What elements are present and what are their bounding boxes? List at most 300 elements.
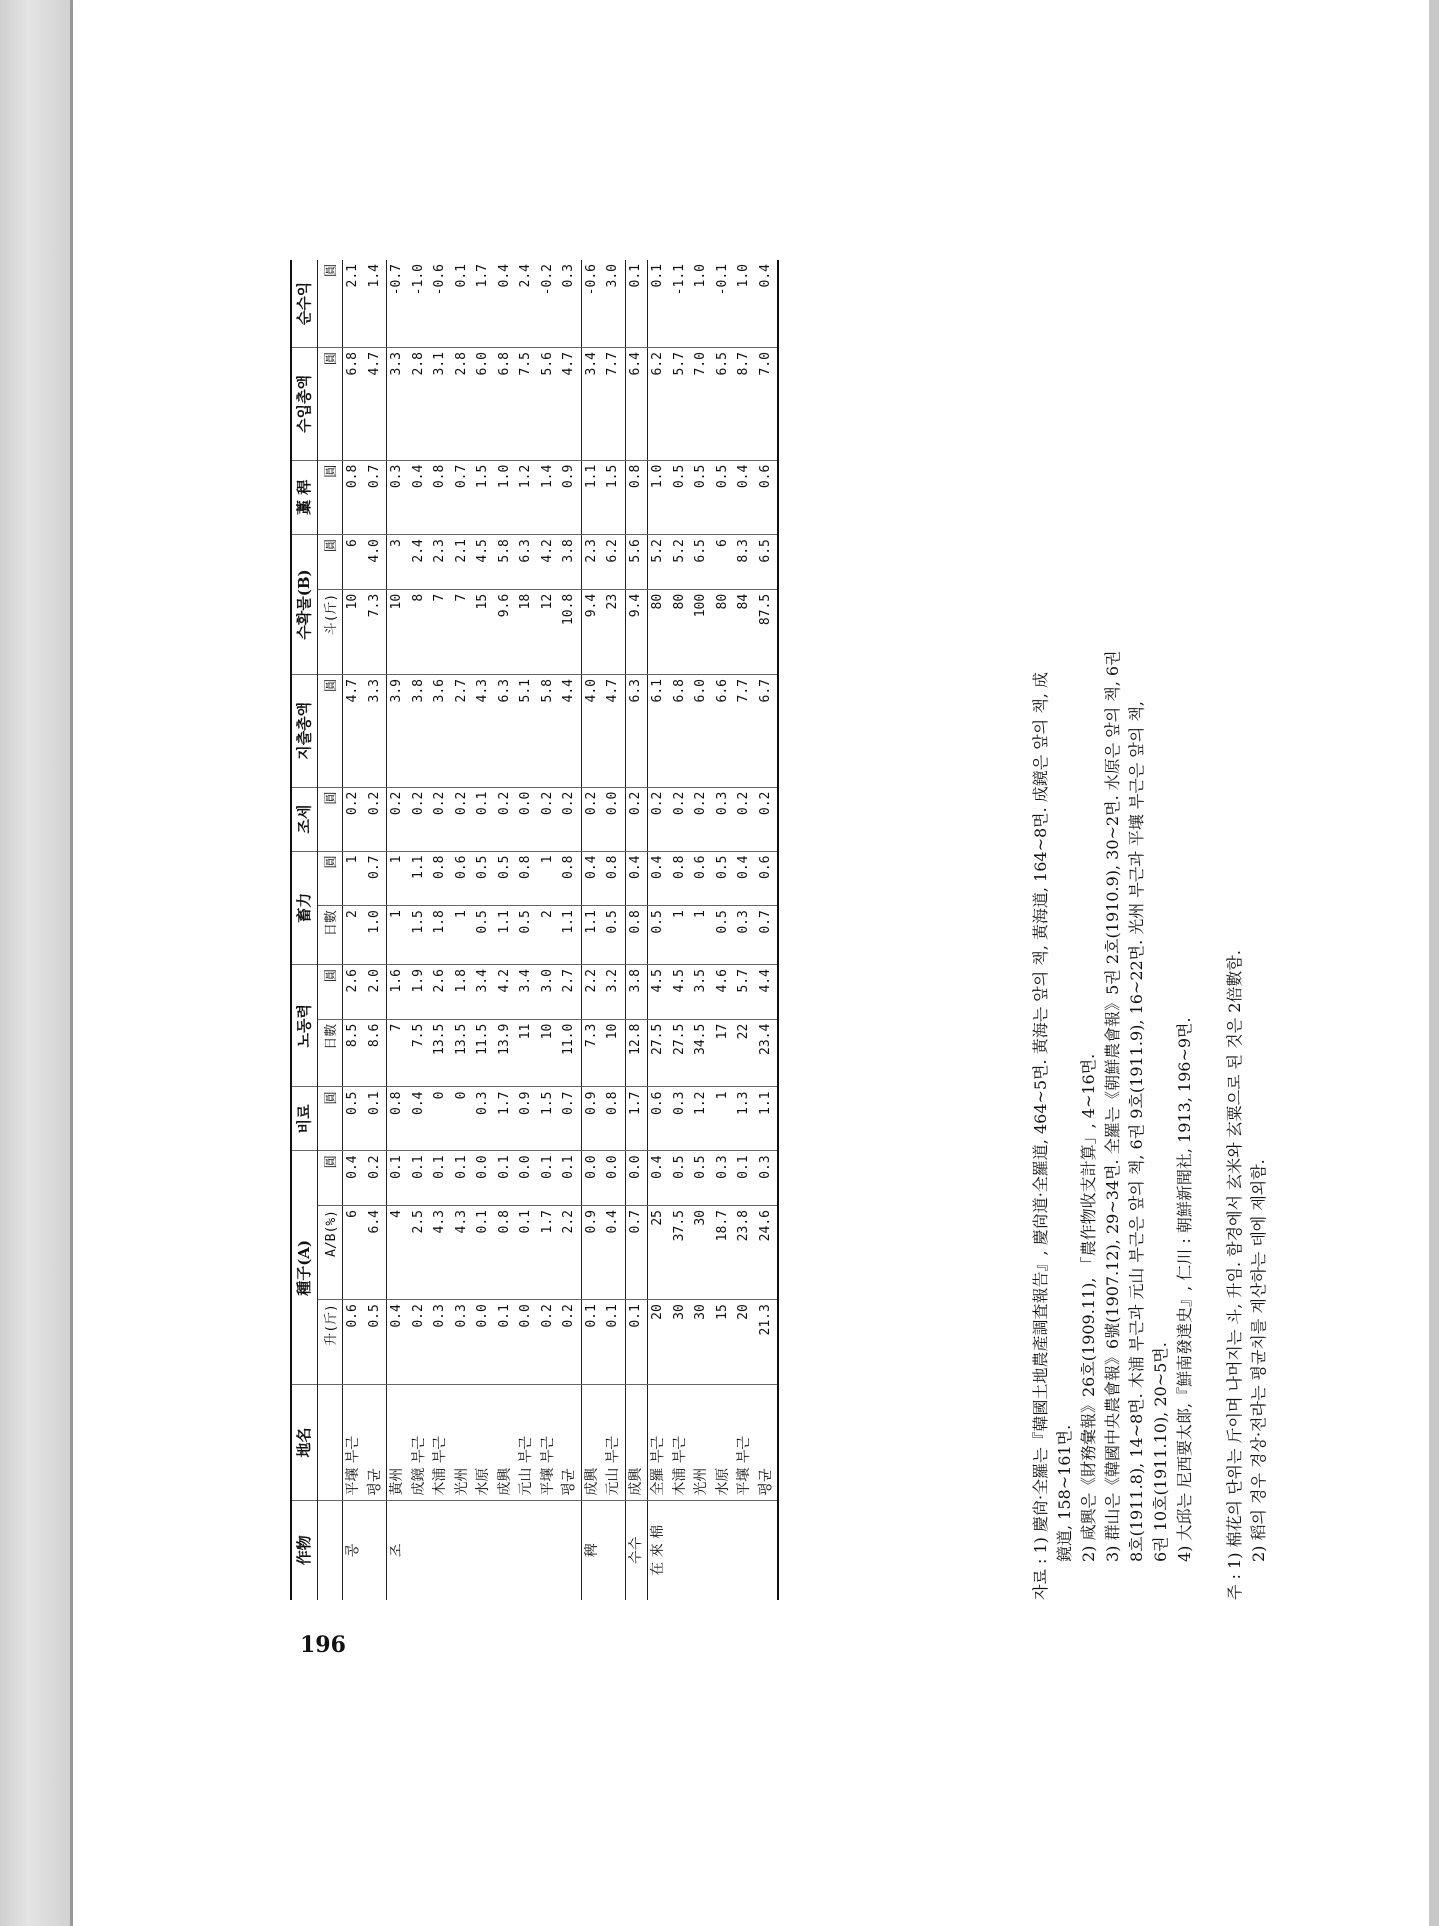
value-cell-straw: 0.5 bbox=[713, 460, 735, 534]
value-cell-net: 1.0 bbox=[734, 260, 756, 348]
value-cell-tax: 0.2 bbox=[581, 787, 603, 851]
value-cell-fert: 1.7 bbox=[495, 1087, 517, 1151]
value-cell-exp: 3.6 bbox=[430, 674, 452, 787]
crop-cell: 稗 bbox=[581, 1500, 603, 1600]
value-cell-seed-qty: 0.2 bbox=[538, 1300, 560, 1385]
value-cell-hv-q: 10 bbox=[343, 589, 365, 674]
note-line: 주 : 1) 棉花의 단위는 斤이며 나머지는 斗, 升임. 함경에서 玄米와 玄粟으로 된 것은 2倍數함. bbox=[1225, 950, 1244, 1600]
value-cell-seed-qty: 0.5 bbox=[365, 1300, 387, 1385]
value-cell-an-w: 0.6 bbox=[756, 851, 779, 906]
crop-income-table bbox=[290, 260, 779, 1600]
value-cell-inc: 6.8 bbox=[495, 348, 517, 461]
value-cell-an-d: 0.3 bbox=[734, 906, 756, 965]
unit-harvest-won: 圓 bbox=[317, 535, 342, 590]
value-cell-exp: 5.8 bbox=[538, 674, 560, 787]
unit-seed-qty: 升(斤) bbox=[317, 1300, 342, 1385]
value-cell-straw: 0.8 bbox=[430, 460, 452, 534]
value-cell-fert: 0.5 bbox=[343, 1087, 365, 1151]
place-cell: 黃州 bbox=[387, 1385, 409, 1500]
value-cell-lab-d: 8.6 bbox=[365, 1019, 387, 1087]
value-cell-inc: 5.6 bbox=[538, 348, 560, 461]
value-cell-net: -0.2 bbox=[538, 260, 560, 348]
value-cell-seed-w: 0.1 bbox=[495, 1151, 517, 1206]
value-cell-lab-d: 7.3 bbox=[581, 1019, 603, 1087]
note-line: 2) 稻의 경우 경상·전라는 평균치를 계산하는 데에 제외함. bbox=[1249, 1159, 1268, 1562]
value-cell-an-d: 1 bbox=[387, 906, 409, 965]
value-cell-hv-w: 2.3 bbox=[581, 535, 603, 590]
unit-expense: 圓 bbox=[317, 674, 342, 787]
place-cell: 平壤 부근 bbox=[538, 1385, 560, 1500]
value-cell-an-w: 0.4 bbox=[734, 851, 756, 906]
value-cell-exp: 3.8 bbox=[409, 674, 431, 787]
value-cell-ratio: 0.7 bbox=[625, 1206, 648, 1300]
value-cell-lab-d: 22 bbox=[734, 1019, 756, 1087]
crop-cell: 在 來 棉 bbox=[648, 1500, 670, 1600]
value-cell-lab-d: 27.5 bbox=[648, 1019, 670, 1087]
value-cell-tax: 0.2 bbox=[387, 787, 409, 851]
crop-cell bbox=[670, 1500, 692, 1600]
unit-harvest-qty: 斗(斤) bbox=[317, 589, 342, 674]
unit-net: 圓 bbox=[317, 260, 342, 348]
value-cell-inc: 7.0 bbox=[691, 348, 713, 461]
place-cell: 成鏡 부근 bbox=[409, 1385, 431, 1500]
header-animal-power: 畜力 bbox=[291, 851, 317, 965]
unit-fert: 圓 bbox=[317, 1087, 342, 1151]
value-cell-hv-q: 7 bbox=[430, 589, 452, 674]
value-cell-an-w: 0.4 bbox=[581, 851, 603, 906]
value-cell-an-d: 1.1 bbox=[495, 906, 517, 965]
value-cell-exp: 4.7 bbox=[603, 674, 625, 787]
value-cell-fert: 1.1 bbox=[756, 1087, 779, 1151]
crop-cell bbox=[691, 1500, 713, 1600]
value-cell-net: 2.1 bbox=[343, 260, 365, 348]
crop-cell bbox=[409, 1500, 431, 1600]
value-cell-an-w: 0.8 bbox=[670, 851, 692, 906]
value-cell-seed-w: 0.1 bbox=[430, 1151, 452, 1206]
value-cell-an-w: 0.6 bbox=[452, 851, 474, 906]
value-cell-inc: 6.5 bbox=[713, 348, 735, 461]
value-cell-tax: 0.2 bbox=[691, 787, 713, 851]
value-cell-lab-w: 3.8 bbox=[625, 965, 648, 1020]
value-cell-an-w: 1 bbox=[538, 851, 560, 906]
value-cell-lab-d: 11.5 bbox=[473, 1019, 495, 1087]
value-cell-an-w: 0.6 bbox=[691, 851, 713, 906]
value-cell-lab-w: 3.4 bbox=[516, 965, 538, 1020]
value-cell-fert: 0.9 bbox=[516, 1087, 538, 1151]
table-row bbox=[756, 260, 779, 1600]
table-row bbox=[713, 260, 735, 1600]
crop-cell bbox=[473, 1500, 495, 1600]
table-row bbox=[387, 260, 409, 1600]
place-cell: 成興 bbox=[625, 1385, 648, 1500]
value-cell-seed-w: 0.1 bbox=[538, 1151, 560, 1206]
value-cell-lab-w: 2.0 bbox=[365, 965, 387, 1020]
table-row bbox=[409, 260, 431, 1600]
value-cell-seed-w: 0.3 bbox=[756, 1151, 779, 1206]
crop-cell bbox=[452, 1500, 474, 1600]
value-cell-hv-q: 80 bbox=[648, 589, 670, 674]
value-cell-lab-w: 1.8 bbox=[452, 965, 474, 1020]
value-cell-seed-w: 0.1 bbox=[734, 1151, 756, 1206]
value-cell-an-d: 1.5 bbox=[409, 906, 431, 965]
value-cell-tax: 0.0 bbox=[516, 787, 538, 851]
value-cell-fert: 0.3 bbox=[670, 1087, 692, 1151]
table-row bbox=[670, 260, 692, 1600]
value-cell-exp: 3.9 bbox=[387, 674, 409, 787]
value-cell-fert: 1.5 bbox=[538, 1087, 560, 1151]
value-cell-net: 1.4 bbox=[365, 260, 387, 348]
table-header-row bbox=[291, 260, 317, 1600]
place-cell: 木浦 부근 bbox=[430, 1385, 452, 1500]
value-cell-hv-q: 80 bbox=[670, 589, 692, 674]
value-cell-straw: 0.4 bbox=[409, 460, 431, 534]
value-cell-seed-qty: 0.6 bbox=[343, 1300, 365, 1385]
value-cell-ratio: 37.5 bbox=[670, 1206, 692, 1300]
value-cell-hv-q: 9.4 bbox=[581, 589, 603, 674]
value-cell-lab-d: 23.4 bbox=[756, 1019, 779, 1087]
value-cell-exp: 5.1 bbox=[516, 674, 538, 787]
value-cell-an-w: 1 bbox=[343, 851, 365, 906]
unit-labor-days: 日數 bbox=[317, 1019, 342, 1087]
value-cell-hv-w: 3 bbox=[387, 535, 409, 590]
value-cell-tax: 0.2 bbox=[625, 787, 648, 851]
value-cell-exp: 6.7 bbox=[756, 674, 779, 787]
value-cell-inc: 7.0 bbox=[756, 348, 779, 461]
value-cell-an-w: 0.8 bbox=[559, 851, 581, 906]
value-cell-an-d: 0.5 bbox=[648, 906, 670, 965]
value-cell-an-d: 1 bbox=[691, 906, 713, 965]
value-cell-tax: 0.1 bbox=[473, 787, 495, 851]
value-cell-an-w: 0.7 bbox=[365, 851, 387, 906]
value-cell-seed-qty: 30 bbox=[691, 1300, 713, 1385]
value-cell-net: 3.0 bbox=[603, 260, 625, 348]
rotated-table-block bbox=[290, 260, 1000, 1600]
crop-cell bbox=[713, 1500, 735, 1600]
value-cell-net: 0.1 bbox=[648, 260, 670, 348]
value-cell-straw: 0.5 bbox=[691, 460, 713, 534]
header-seed: 種子(A) bbox=[291, 1151, 317, 1385]
value-cell-seed-w: 0.5 bbox=[691, 1151, 713, 1206]
value-cell-hv-w: 5.2 bbox=[648, 535, 670, 590]
value-cell-hv-w: 4.2 bbox=[538, 535, 560, 590]
value-cell-inc: 3.3 bbox=[387, 348, 409, 461]
value-cell-lab-w: 3.0 bbox=[538, 965, 560, 1020]
value-cell-lab-d: 11.0 bbox=[559, 1019, 581, 1087]
source-line: 4) 大邱는 尼西要太郞,『鮮南發達史』, 仁川 : 朝鮮新聞社, 1913, 196~9면. bbox=[1175, 1017, 1194, 1562]
value-cell-straw: 1.0 bbox=[495, 460, 517, 534]
value-cell-fert: 1.2 bbox=[691, 1087, 713, 1151]
value-cell-net: -1.0 bbox=[409, 260, 431, 348]
crop-cell bbox=[538, 1500, 560, 1600]
value-cell-hv-q: 84 bbox=[734, 589, 756, 674]
value-cell-lab-w: 3.5 bbox=[691, 965, 713, 1020]
value-cell-lab-w: 2.6 bbox=[343, 965, 365, 1020]
unit-row bbox=[317, 260, 342, 1600]
value-cell-hv-w: 6.5 bbox=[691, 535, 713, 590]
value-cell-lab-w: 4.4 bbox=[756, 965, 779, 1020]
value-cell-straw: 1.4 bbox=[538, 460, 560, 534]
value-cell-tax: 0.2 bbox=[495, 787, 517, 851]
crop-cell bbox=[430, 1500, 452, 1600]
value-cell-seed-qty: 0.2 bbox=[409, 1300, 431, 1385]
value-cell-lab-d: 13.9 bbox=[495, 1019, 517, 1087]
header-expense-total: 지출총액 bbox=[291, 674, 317, 787]
crop-cell bbox=[559, 1500, 581, 1600]
value-cell-net: 2.4 bbox=[516, 260, 538, 348]
value-cell-seed-w: 0.0 bbox=[473, 1151, 495, 1206]
value-cell-seed-qty: 0.1 bbox=[625, 1300, 648, 1385]
value-cell-exp: 4.4 bbox=[559, 674, 581, 787]
value-cell-straw: 0.8 bbox=[343, 460, 365, 534]
value-cell-an-w: 0.8 bbox=[430, 851, 452, 906]
value-cell-ratio: 0.9 bbox=[581, 1206, 603, 1300]
value-cell-straw: 1.5 bbox=[603, 460, 625, 534]
value-cell-lab-w: 2.6 bbox=[430, 965, 452, 1020]
place-cell: 平壤 부근 bbox=[734, 1385, 756, 1500]
value-cell-ratio: 2.2 bbox=[559, 1206, 581, 1300]
value-cell-straw: 1.2 bbox=[516, 460, 538, 534]
value-cell-tax: 0.0 bbox=[603, 787, 625, 851]
value-cell-lab-d: 7 bbox=[387, 1019, 409, 1087]
value-cell-seed-qty: 0.1 bbox=[603, 1300, 625, 1385]
value-cell-fert: 0.6 bbox=[648, 1087, 670, 1151]
value-cell-straw: 1.5 bbox=[473, 460, 495, 534]
header-tax: 조세 bbox=[291, 787, 317, 851]
value-cell-hv-w: 6 bbox=[713, 535, 735, 590]
value-cell-net: -1.1 bbox=[670, 260, 692, 348]
source-line: 자료 : 1) 慶尙·全羅는『韓國土地農產調査報告』, 慶尙道·全羅道, 464~5면. 黃海는 앞의 책, 黃海道, 164~8면. 成鏡은 앞의 책, 成 bbox=[1031, 672, 1050, 1600]
value-cell-hv-w: 8.3 bbox=[734, 535, 756, 590]
value-cell-hv-w: 5.2 bbox=[670, 535, 692, 590]
source-line: 3) 群山은《韓國中央農會報》6號(1907.12), 29~34면. 全羅는《朝鮮農會報》5권 2호(1910.9), 30~2면. 水原은 앞의 책, 6권 bbox=[1103, 650, 1122, 1562]
value-cell-straw: 0.7 bbox=[452, 460, 474, 534]
crop-cell bbox=[603, 1500, 625, 1600]
value-cell-exp: 7.7 bbox=[734, 674, 756, 787]
value-cell-ratio: 24.6 bbox=[756, 1206, 779, 1300]
value-cell-seed-qty: 21.3 bbox=[756, 1300, 779, 1385]
value-cell-hv-q: 9.4 bbox=[625, 589, 648, 674]
value-cell-net: 0.4 bbox=[756, 260, 779, 348]
value-cell-ratio: 0.8 bbox=[495, 1206, 517, 1300]
value-cell-inc: 3.4 bbox=[581, 348, 603, 461]
value-cell-lab-w: 3.4 bbox=[473, 965, 495, 1020]
value-cell-inc: 7.5 bbox=[516, 348, 538, 461]
value-cell-seed-qty: 0.3 bbox=[430, 1300, 452, 1385]
value-cell-an-d: 0.5 bbox=[473, 906, 495, 965]
value-cell-exp: 6.0 bbox=[691, 674, 713, 787]
place-cell: 元山 부근 bbox=[516, 1385, 538, 1500]
value-cell-tax: 0.2 bbox=[409, 787, 431, 851]
value-cell-lab-d: 34.5 bbox=[691, 1019, 713, 1087]
header-net-profit: 순수익 bbox=[291, 260, 317, 348]
value-cell-an-w: 0.8 bbox=[516, 851, 538, 906]
place-cell: 평균 bbox=[559, 1385, 581, 1500]
value-cell-ratio: 0.4 bbox=[603, 1206, 625, 1300]
value-cell-lab-d: 7.5 bbox=[409, 1019, 431, 1087]
value-cell-hv-q: 87.5 bbox=[756, 589, 779, 674]
value-cell-seed-qty: 0.4 bbox=[387, 1300, 409, 1385]
value-cell-lab-d: 11 bbox=[516, 1019, 538, 1087]
table-row bbox=[603, 260, 625, 1600]
value-cell-seed-w: 0.1 bbox=[409, 1151, 431, 1206]
value-cell-an-d: 0.5 bbox=[713, 906, 735, 965]
value-cell-straw: 0.4 bbox=[734, 460, 756, 534]
value-cell-ratio: 0.1 bbox=[516, 1206, 538, 1300]
value-cell-hv-q: 23 bbox=[603, 589, 625, 674]
value-cell-hv-q: 7.3 bbox=[365, 589, 387, 674]
value-cell-hv-w: 5.8 bbox=[495, 535, 517, 590]
value-cell-seed-w: 0.5 bbox=[670, 1151, 692, 1206]
crop-cell: 수수 bbox=[625, 1500, 648, 1600]
value-cell-inc: 2.8 bbox=[452, 348, 474, 461]
value-cell-tax: 0.3 bbox=[713, 787, 735, 851]
value-cell-seed-qty: 0.1 bbox=[495, 1300, 517, 1385]
value-cell-an-d: 0.5 bbox=[603, 906, 625, 965]
value-cell-tax: 0.2 bbox=[670, 787, 692, 851]
table-row bbox=[495, 260, 517, 1600]
place-cell: 평균 bbox=[756, 1385, 779, 1500]
value-cell-lab-w: 1.6 bbox=[387, 965, 409, 1020]
value-cell-lab-d: 13.5 bbox=[430, 1019, 452, 1087]
value-cell-seed-qty: 20 bbox=[648, 1300, 670, 1385]
value-cell-net: 1.0 bbox=[691, 260, 713, 348]
table-row bbox=[516, 260, 538, 1600]
place-cell: 成興 bbox=[495, 1385, 517, 1500]
value-cell-seed-w: 0.0 bbox=[603, 1151, 625, 1206]
value-cell-seed-w: 0.4 bbox=[648, 1151, 670, 1206]
value-cell-straw: 0.5 bbox=[670, 460, 692, 534]
value-cell-hv-q: 7 bbox=[452, 589, 474, 674]
value-cell-seed-w: 0.1 bbox=[387, 1151, 409, 1206]
value-cell-exp: 6.6 bbox=[713, 674, 735, 787]
value-cell-fert: 0 bbox=[452, 1087, 474, 1151]
value-cell-an-d: 1.1 bbox=[581, 906, 603, 965]
table-row bbox=[559, 260, 581, 1600]
value-cell-ratio: 25 bbox=[648, 1206, 670, 1300]
header-income-total: 수입총액 bbox=[291, 348, 317, 461]
value-cell-exp: 6.3 bbox=[495, 674, 517, 787]
value-cell-lab-w: 4.2 bbox=[495, 965, 517, 1020]
unit-animal-won: 圓 bbox=[317, 851, 342, 906]
value-cell-inc: 5.7 bbox=[670, 348, 692, 461]
value-cell-net: 0.1 bbox=[452, 260, 474, 348]
value-cell-exp: 4.3 bbox=[473, 674, 495, 787]
value-cell-hv-q: 9.6 bbox=[495, 589, 517, 674]
value-cell-seed-qty: 0.1 bbox=[581, 1300, 603, 1385]
place-cell: 光州 bbox=[691, 1385, 713, 1500]
value-cell-net: -0.6 bbox=[581, 260, 603, 348]
value-cell-exp: 6.8 bbox=[670, 674, 692, 787]
crop-cell bbox=[756, 1500, 779, 1600]
value-cell-an-d: 1.1 bbox=[559, 906, 581, 965]
value-cell-seed-w: 0.0 bbox=[581, 1151, 603, 1206]
value-cell-tax: 0.2 bbox=[756, 787, 779, 851]
value-cell-lab-w: 4.5 bbox=[648, 965, 670, 1020]
crop-cell bbox=[734, 1500, 756, 1600]
value-cell-seed-w: 0.0 bbox=[516, 1151, 538, 1206]
value-cell-inc: 3.1 bbox=[430, 348, 452, 461]
value-cell-seed-qty: 0.0 bbox=[473, 1300, 495, 1385]
value-cell-an-w: 0.4 bbox=[625, 851, 648, 906]
value-cell-lab-d: 12.8 bbox=[625, 1019, 648, 1087]
value-cell-net: 0.3 bbox=[559, 260, 581, 348]
value-cell-an-d: 1.8 bbox=[430, 906, 452, 965]
value-cell-inc: 6.0 bbox=[473, 348, 495, 461]
value-cell-lab-d: 13.5 bbox=[452, 1019, 474, 1087]
value-cell-fert: 0.8 bbox=[387, 1087, 409, 1151]
value-cell-inc: 7.7 bbox=[603, 348, 625, 461]
value-cell-fert: 0.8 bbox=[603, 1087, 625, 1151]
value-cell-seed-qty: 0.3 bbox=[452, 1300, 474, 1385]
header-straw: 藁 稈 bbox=[291, 460, 317, 534]
value-cell-exp: 4.0 bbox=[581, 674, 603, 787]
value-cell-hv-q: 18 bbox=[516, 589, 538, 674]
value-cell-lab-w: 2.2 bbox=[581, 965, 603, 1020]
value-cell-hv-w: 5.6 bbox=[625, 535, 648, 590]
value-cell-seed-w: 0.3 bbox=[713, 1151, 735, 1206]
value-cell-fert: 1 bbox=[713, 1087, 735, 1151]
value-cell-straw: 0.6 bbox=[756, 460, 779, 534]
table-row bbox=[734, 260, 756, 1600]
value-cell-net: 1.7 bbox=[473, 260, 495, 348]
unit-seed-won: 圓 bbox=[317, 1151, 342, 1206]
value-cell-ratio: 30 bbox=[691, 1206, 713, 1300]
value-cell-an-d: 2 bbox=[343, 906, 365, 965]
value-cell-hv-q: 15 bbox=[473, 589, 495, 674]
place-cell: 平壤 부근 bbox=[343, 1385, 365, 1500]
value-cell-lab-w: 3.2 bbox=[603, 965, 625, 1020]
table-row bbox=[648, 260, 670, 1600]
value-cell-straw: 1.1 bbox=[581, 460, 603, 534]
value-cell-seed-w: 0.2 bbox=[365, 1151, 387, 1206]
header-labor: 노동력 bbox=[291, 965, 317, 1087]
crop-cell: 조 bbox=[387, 1500, 409, 1600]
value-cell-ratio: 1.7 bbox=[538, 1206, 560, 1300]
value-cell-seed-qty: 0.0 bbox=[516, 1300, 538, 1385]
value-cell-seed-qty: 20 bbox=[734, 1300, 756, 1385]
value-cell-an-d: 2 bbox=[538, 906, 560, 965]
value-cell-fert: 0 bbox=[430, 1087, 452, 1151]
place-cell: 元山 부근 bbox=[603, 1385, 625, 1500]
value-cell-an-w: 0.4 bbox=[648, 851, 670, 906]
unit-animal-days: 日數 bbox=[317, 906, 342, 965]
value-cell-seed-qty: 15 bbox=[713, 1300, 735, 1385]
value-cell-straw: 0.7 bbox=[365, 460, 387, 534]
value-cell-lab-d: 17 bbox=[713, 1019, 735, 1087]
value-cell-inc: 4.7 bbox=[559, 348, 581, 461]
source-line: 2) 咸興은《財務彙報》26호(1909.11), 「農作物收支計算」, 4~16면. bbox=[1079, 1053, 1098, 1562]
header-place: 地名 bbox=[291, 1385, 317, 1500]
value-cell-hv-w: 4.5 bbox=[473, 535, 495, 590]
place-cell: 水原 bbox=[473, 1385, 495, 1500]
crop-cell: 콩 bbox=[343, 1500, 365, 1600]
value-cell-an-w: 0.5 bbox=[713, 851, 735, 906]
value-cell-hv-w: 2.3 bbox=[430, 535, 452, 590]
value-cell-tax: 0.2 bbox=[343, 787, 365, 851]
value-cell-inc: 8.7 bbox=[734, 348, 756, 461]
value-cell-net: -0.1 bbox=[713, 260, 735, 348]
value-cell-hv-w: 6 bbox=[343, 535, 365, 590]
source-line: 鏡道, 158~161면. bbox=[1055, 1424, 1074, 1562]
value-cell-fert: 0.9 bbox=[581, 1087, 603, 1151]
place-cell: 평균 bbox=[365, 1385, 387, 1500]
place-cell: 全羅 부근 bbox=[648, 1385, 670, 1500]
value-cell-an-w: 0.8 bbox=[603, 851, 625, 906]
table-row bbox=[452, 260, 474, 1600]
value-cell-lab-w: 2.7 bbox=[559, 965, 581, 1020]
crop-cell bbox=[365, 1500, 387, 1600]
place-cell: 成興 bbox=[581, 1385, 603, 1500]
